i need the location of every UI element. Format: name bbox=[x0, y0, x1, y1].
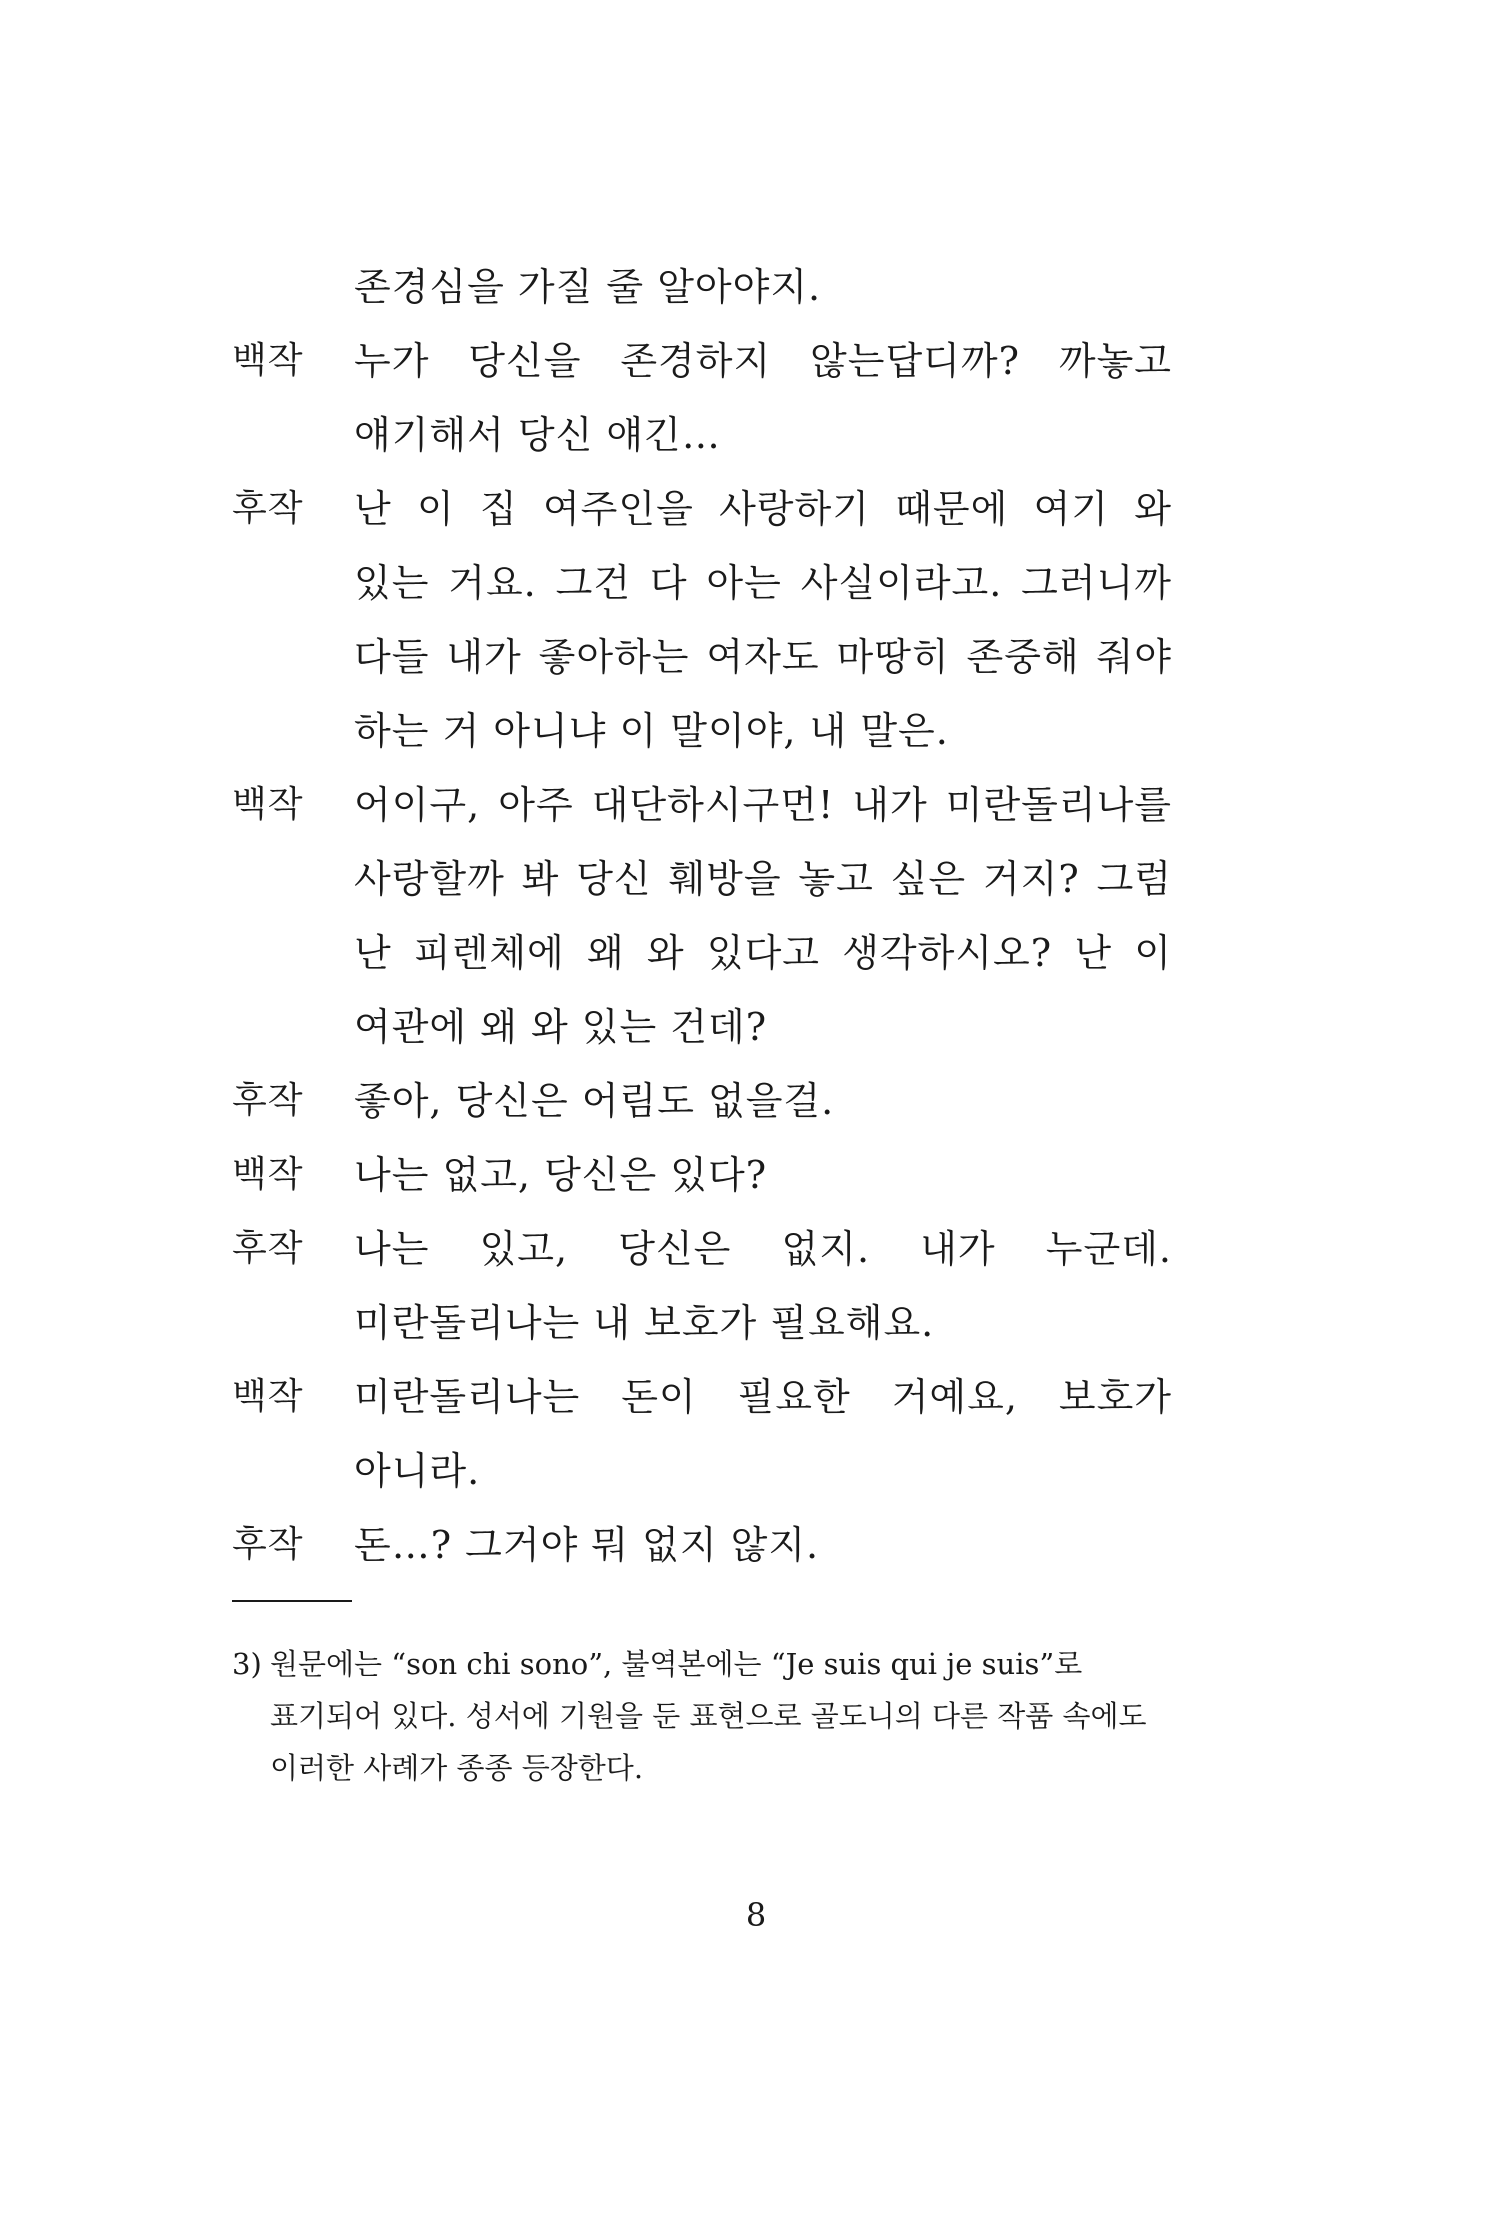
speaker-name: 백작 bbox=[232, 1154, 304, 1195]
footnote-divider bbox=[232, 1600, 352, 1602]
speech-text: 나는 있고, 당신은 없지. 내가 누군데. 미란돌리나는 내 보호가 필요해요. bbox=[354, 1227, 1172, 1345]
speech-text: 나는 없고, 당신은 있다? bbox=[354, 1153, 768, 1197]
dialogue-block bbox=[232, 250, 1172, 1582]
dialogue-line bbox=[232, 1508, 1172, 1582]
dialogue-line bbox=[232, 472, 1172, 768]
footnote-text: 원문에는 “son chi sono”, 불역본에는 “Je suis qui je suis”로 표기되어 있다. 성서에 기원을 둔 표현으로 골도니의 다른 작품 속에도 이러한 사례가 종종 등장한다. bbox=[270, 1647, 1147, 1785]
dialogue-line bbox=[232, 1360, 1172, 1508]
dialogue-line bbox=[232, 1212, 1172, 1360]
speaker-name: 백작 bbox=[232, 784, 304, 825]
footnote-number: 3) bbox=[232, 1647, 262, 1681]
dialogue-line bbox=[232, 768, 1172, 1064]
dialogue-line bbox=[232, 1138, 1172, 1212]
speaker-name: 후작 bbox=[232, 1524, 304, 1565]
dialogue-line bbox=[232, 250, 1172, 324]
speech-text: 좋아, 당신은 어림도 없을걸. bbox=[354, 1079, 835, 1123]
speaker-name: 후작 bbox=[232, 488, 304, 529]
speaker-name: 백작 bbox=[232, 340, 304, 381]
footnote bbox=[232, 1638, 1172, 1794]
speech-text: 존경심을 가질 줄 알아야지. bbox=[354, 265, 822, 309]
speech-text: 누가 당신을 존경하지 않는답디까? 까놓고 얘기해서 당신 얘긴… bbox=[354, 339, 1172, 457]
speech-text: 난 이 집 여주인을 사랑하기 때문에 여기 와 있는 거요. 그건 다 아는 사실이라고. 그러니까 다들 내가 좋아하는 여자도 마땅히 존중해 줘야 하는 거 아니냐 이 말이야, 내 말은. bbox=[354, 487, 1172, 753]
speech-text: 돈…? 그거야 뭐 없지 않지. bbox=[354, 1523, 820, 1567]
speaker-name: 후작 bbox=[232, 1080, 304, 1121]
speech-text: 미란돌리나는 돈이 필요한 거예요, 보호가 아니라. bbox=[354, 1375, 1172, 1493]
dialogue-line bbox=[232, 1064, 1172, 1138]
speaker-name: 후작 bbox=[232, 1228, 304, 1269]
page-number: 8 bbox=[745, 1896, 767, 1934]
dialogue-line bbox=[232, 324, 1172, 472]
speech-text: 어이구, 아주 대단하시구먼! 내가 미란돌리나를 사랑할까 봐 당신 훼방을 놓고 싶은 거지? 그럼 난 피렌체에 왜 와 있다고 생각하시오? 난 이 여관에 왜 와 있는 건데? bbox=[354, 783, 1172, 1049]
speaker-name: 백작 bbox=[232, 1376, 304, 1417]
